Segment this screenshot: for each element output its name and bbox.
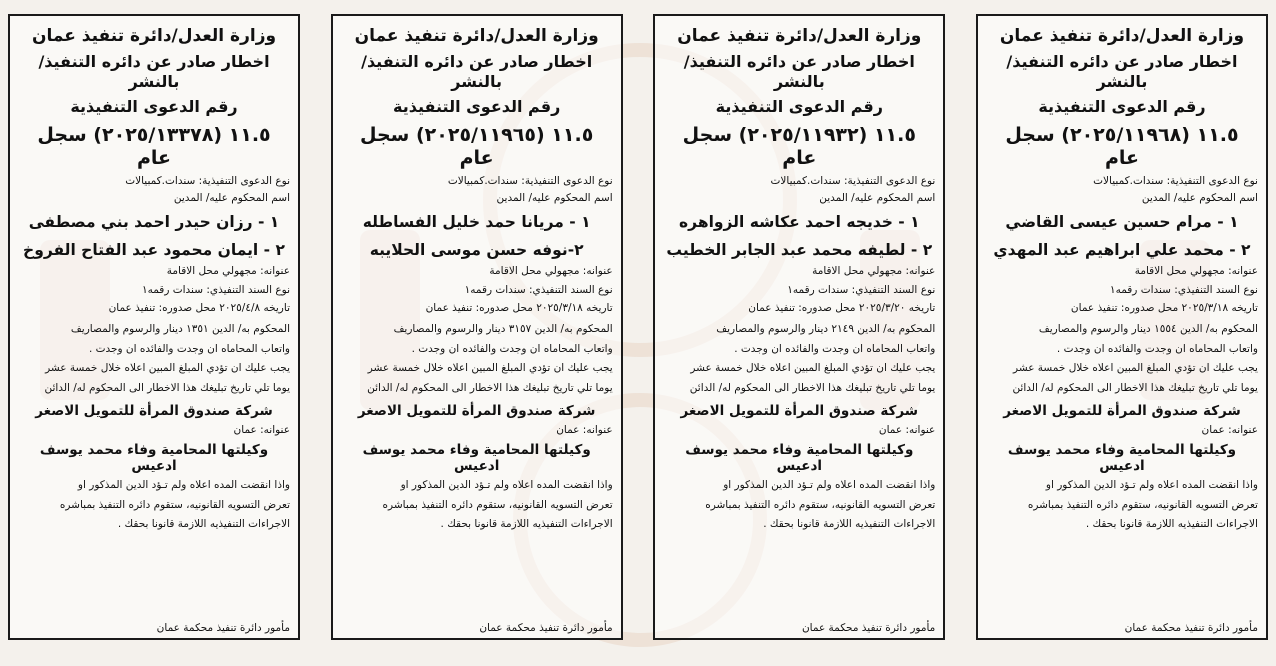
debtor-address: عنوانه: مجهولي محل الاقامة bbox=[1134, 264, 1258, 277]
warning-line-1: يجب عليك ان تؤدي المبلغ المبين اعلاه خلال خمسة عشر bbox=[367, 362, 613, 375]
final-line-2: تعرض التسويه القانونيه، ستقوم دائره التنفيذ بمباشره bbox=[705, 498, 936, 511]
signature: مأمور دائرة تنفيذ محكمة عمان bbox=[1124, 622, 1258, 634]
notice-subtitle: اخطار صادر عن دائره التنفيذ/ بالنشر bbox=[683, 52, 915, 91]
ministry-title: وزارة العدل/دائرة تنفيذ عمان bbox=[677, 26, 922, 46]
notice-subtitle: اخطار صادر عن دائره التنفيذ/ بالنشر bbox=[38, 52, 270, 91]
debtor-address: عنوانه: مجهولي محل الاقامة bbox=[812, 264, 936, 277]
notice-card bbox=[976, 14, 1268, 640]
debtor-1: ١ - رزان حيدر احمد بني مصطفى bbox=[28, 212, 280, 231]
notice-card bbox=[8, 14, 300, 640]
ministry-title: وزارة العدل/دائرة تنفيذ عمان bbox=[999, 26, 1245, 46]
debtor-label: اسم المحكوم عليه/ المدين bbox=[819, 191, 936, 204]
case-number: ١١.٥ (٢٠٢٥/١١٩٦٥) سجل عام bbox=[360, 123, 594, 169]
creditor-address: عنوانه: عمان bbox=[233, 424, 290, 437]
final-line-3: الاجراءات التنفيذيه اللازمة قانونا بحقك . bbox=[440, 518, 613, 531]
notice-subtitle: اخطار صادر عن دائره التنفيذ/ بالنشر bbox=[1006, 52, 1238, 91]
creditor-name: شركة صندوق المرأة للتمويل الاصغر bbox=[680, 403, 919, 420]
warning-line-1: يجب عليك ان تؤدي المبلغ المبين اعلاه خلال خمسة عشر bbox=[45, 362, 290, 375]
notice-card bbox=[653, 14, 945, 640]
creditor-address: عنوانه: عمان bbox=[556, 424, 613, 437]
signature: مأمور دائرة تنفيذ محكمة عمان bbox=[156, 622, 290, 634]
case-label: رقم الدعوى التنفيذية bbox=[1038, 96, 1206, 116]
warning-line-1: يجب عليك ان تؤدي المبلغ المبين اعلاه خلال خمسة عشر bbox=[1013, 362, 1258, 375]
creditor-name: شركة صندوق المرأة للتمويل الاصغر bbox=[1003, 403, 1241, 420]
debtor-2: ٢ - ايمان محمود عبد الفتاح الفروخ bbox=[23, 240, 285, 259]
case-number: ١١.٥ (٢٠٢٥/١٣٣٧٨) سجل عام bbox=[37, 123, 271, 169]
amount-line: المحكوم به/ الدين ١٥٥٤ دينار والرسوم والمصاريف bbox=[1038, 322, 1258, 335]
debtor-1: ١ - مريانا حمد خليل الفساطله bbox=[362, 212, 591, 231]
doc-type: نوع السند التنفيذي: سندات رقمه١ bbox=[141, 283, 290, 296]
lawyer-name: وكيلتها المحامية وفاء محمد يوسف ادعيس bbox=[362, 441, 591, 474]
doc-date: تاريخه ٢٠٢٥/٣/١٨ محل صدوره: تنفيذ عمان bbox=[425, 302, 613, 315]
final-line-2: تعرض التسويه القانونيه، ستقوم دائره التنفيذ بمباشره bbox=[1027, 498, 1258, 511]
debtor-address: عنوانه: مجهولي محل الاقامة bbox=[166, 264, 290, 277]
lawyer-name: وكيلتها المحامية وفاء محمد يوسف ادعيس bbox=[685, 441, 914, 474]
amount-line: المحكوم به/ الدين ٣١٥٧ دينار والرسوم والمصاريف bbox=[393, 322, 613, 335]
case-label: رقم الدعوى التنفيذية bbox=[393, 96, 561, 116]
amount-line: المحكوم به/ الدين ٢١٤٩ دينار والرسوم والمصاريف bbox=[716, 322, 936, 335]
creditor-name: شركة صندوق المرأة للتمويل الاصغر bbox=[35, 403, 273, 420]
debtor-1: ١ - مرام حسين عيسى القاضي bbox=[1005, 212, 1239, 231]
doc-type: نوع السند التنفيذي: سندات رقمه١ bbox=[787, 283, 936, 296]
signature: مأمور دائرة تنفيذ محكمة عمان bbox=[479, 622, 613, 634]
fees-line: واتعاب المحاماه ان وجدت والفائده ان وجدت . bbox=[88, 342, 290, 355]
signature: مأمور دائرة تنفيذ محكمة عمان bbox=[801, 622, 936, 634]
ministry-title: وزارة العدل/دائرة تنفيذ عمان bbox=[354, 26, 599, 46]
creditor-address: عنوانه: عمان bbox=[1201, 424, 1258, 437]
amount-line: المحكوم به/ الدين ١٣٥١ دينار والرسوم والمصاريف bbox=[70, 322, 290, 335]
debtor-label: اسم المحكوم عليه/ المدين bbox=[1141, 191, 1258, 204]
final-line-3: الاجراءات التنفيذيه اللازمة قانونا بحقك . bbox=[117, 518, 290, 531]
warning-line-2: يوما تلي تاريخ تبليغك هذا الاخطار الى المحكوم له/ الدائن bbox=[1012, 382, 1258, 395]
case-type: نوع الدعوى التنفيذية: سندات.كمبيالات bbox=[770, 174, 936, 187]
case-number: ١١.٥ (٢٠٢٥/١١٩٦٨) سجل عام bbox=[1005, 123, 1239, 169]
case-type: نوع الدعوى التنفيذية: سندات.كمبيالات bbox=[125, 174, 290, 187]
warning-line-1: يجب عليك ان تؤدي المبلغ المبين اعلاه خلال خمسة عشر bbox=[690, 362, 936, 375]
final-line-2: تعرض التسويه القانونيه، ستقوم دائره التنفيذ بمباشره bbox=[59, 498, 290, 511]
notices-row bbox=[8, 14, 1268, 654]
final-line-3: الاجراءات التنفيذيه اللازمة قانونا بحقك . bbox=[763, 518, 936, 531]
doc-date: تاريخه ٢٠٢٥/٣/١٨ محل صدوره: تنفيذ عمان bbox=[1070, 302, 1258, 315]
ministry-title: وزارة العدل/دائرة تنفيذ عمان bbox=[31, 26, 277, 46]
warning-line-2: يوما تلي تاريخ تبليغك هذا الاخطار الى المحكوم له/ الدائن bbox=[689, 382, 936, 395]
debtor-address: عنوانه: مجهولي محل الاقامة bbox=[489, 264, 613, 277]
final-line-3: الاجراءات التنفيذيه اللازمة قانونا بحقك . bbox=[1085, 518, 1258, 531]
notice-card bbox=[331, 14, 623, 640]
doc-date: تاريخه ٢٠٢٥/٤/٨ محل صدوره: تنفيذ عمان bbox=[108, 302, 290, 315]
final-line-1: واذا انقضت المده اعلاه ولم تـؤد الدين المذكور او bbox=[723, 478, 936, 491]
doc-type: نوع السند التنفيذي: سندات رقمه١ bbox=[1109, 283, 1258, 296]
lawyer-name: وكيلتها المحامية وفاء محمد يوسف ادعيس bbox=[39, 441, 269, 474]
lawyer-name: وكيلتها المحامية وفاء محمد يوسف ادعيس bbox=[1007, 441, 1237, 474]
notice-subtitle: اخطار صادر عن دائره التنفيذ/ بالنشر bbox=[361, 52, 593, 91]
fees-line: واتعاب المحاماه ان وجدت والفائده ان وجدت . bbox=[1056, 342, 1258, 355]
warning-line-2: يوما تلي تاريخ تبليغك هذا الاخطار الى المحكوم له/ الدائن bbox=[44, 382, 290, 395]
final-line-1: واذا انقضت المده اعلاه ولم تـؤد الدين المذكور او bbox=[400, 478, 613, 491]
final-line-1: واذا انقضت المده اعلاه ولم تـؤد الدين المذكور او bbox=[1045, 478, 1258, 491]
debtor-label: اسم المحكوم عليه/ المدين bbox=[173, 191, 290, 204]
debtor-label: اسم المحكوم عليه/ المدين bbox=[496, 191, 613, 204]
debtor-2: ٢ - لطيفه محمد عبد الجابر الخطيب bbox=[666, 240, 933, 259]
doc-type: نوع السند التنفيذي: سندات رقمه١ bbox=[464, 283, 613, 296]
case-label: رقم الدعوى التنفيذية bbox=[70, 96, 238, 116]
creditor-address: عنوانه: عمان bbox=[878, 424, 936, 437]
fees-line: واتعاب المحاماه ان وجدت والفائده ان وجدت . bbox=[411, 342, 613, 355]
case-label: رقم الدعوى التنفيذية bbox=[715, 96, 883, 116]
warning-line-2: يوما تلي تاريخ تبليغك هذا الاخطار الى المحكوم له/ الدائن bbox=[367, 382, 613, 395]
debtor-1: ١ - خديجه احمد عكاشه الزواهره bbox=[679, 212, 920, 231]
final-line-2: تعرض التسويه القانونيه، ستقوم دائره التنفيذ بمباشره bbox=[382, 498, 613, 511]
case-type: نوع الدعوى التنفيذية: سندات.كمبيالات bbox=[447, 174, 613, 187]
case-type: نوع الدعوى التنفيذية: سندات.كمبيالات bbox=[1093, 174, 1258, 187]
debtor-2: ٢-نوفه حسن موسى الحلايبه bbox=[369, 240, 584, 259]
final-line-1: واذا انقضت المده اعلاه ولم تـؤد الدين المذكور او bbox=[77, 478, 290, 491]
doc-date: تاريخه ٢٠٢٥/٣/٢٠ محل صدوره: تنفيذ عمان bbox=[748, 302, 936, 315]
fees-line: واتعاب المحاماه ان وجدت والفائده ان وجدت . bbox=[734, 342, 936, 355]
case-number: ١١.٥ (٢٠٢٥/١١٩٣٢) سجل عام bbox=[682, 123, 916, 169]
creditor-name: شركة صندوق المرأة للتمويل الاصغر bbox=[357, 403, 596, 420]
debtor-2: ٢ - محمد علي ابراهيم عبد المهدي bbox=[993, 240, 1251, 259]
